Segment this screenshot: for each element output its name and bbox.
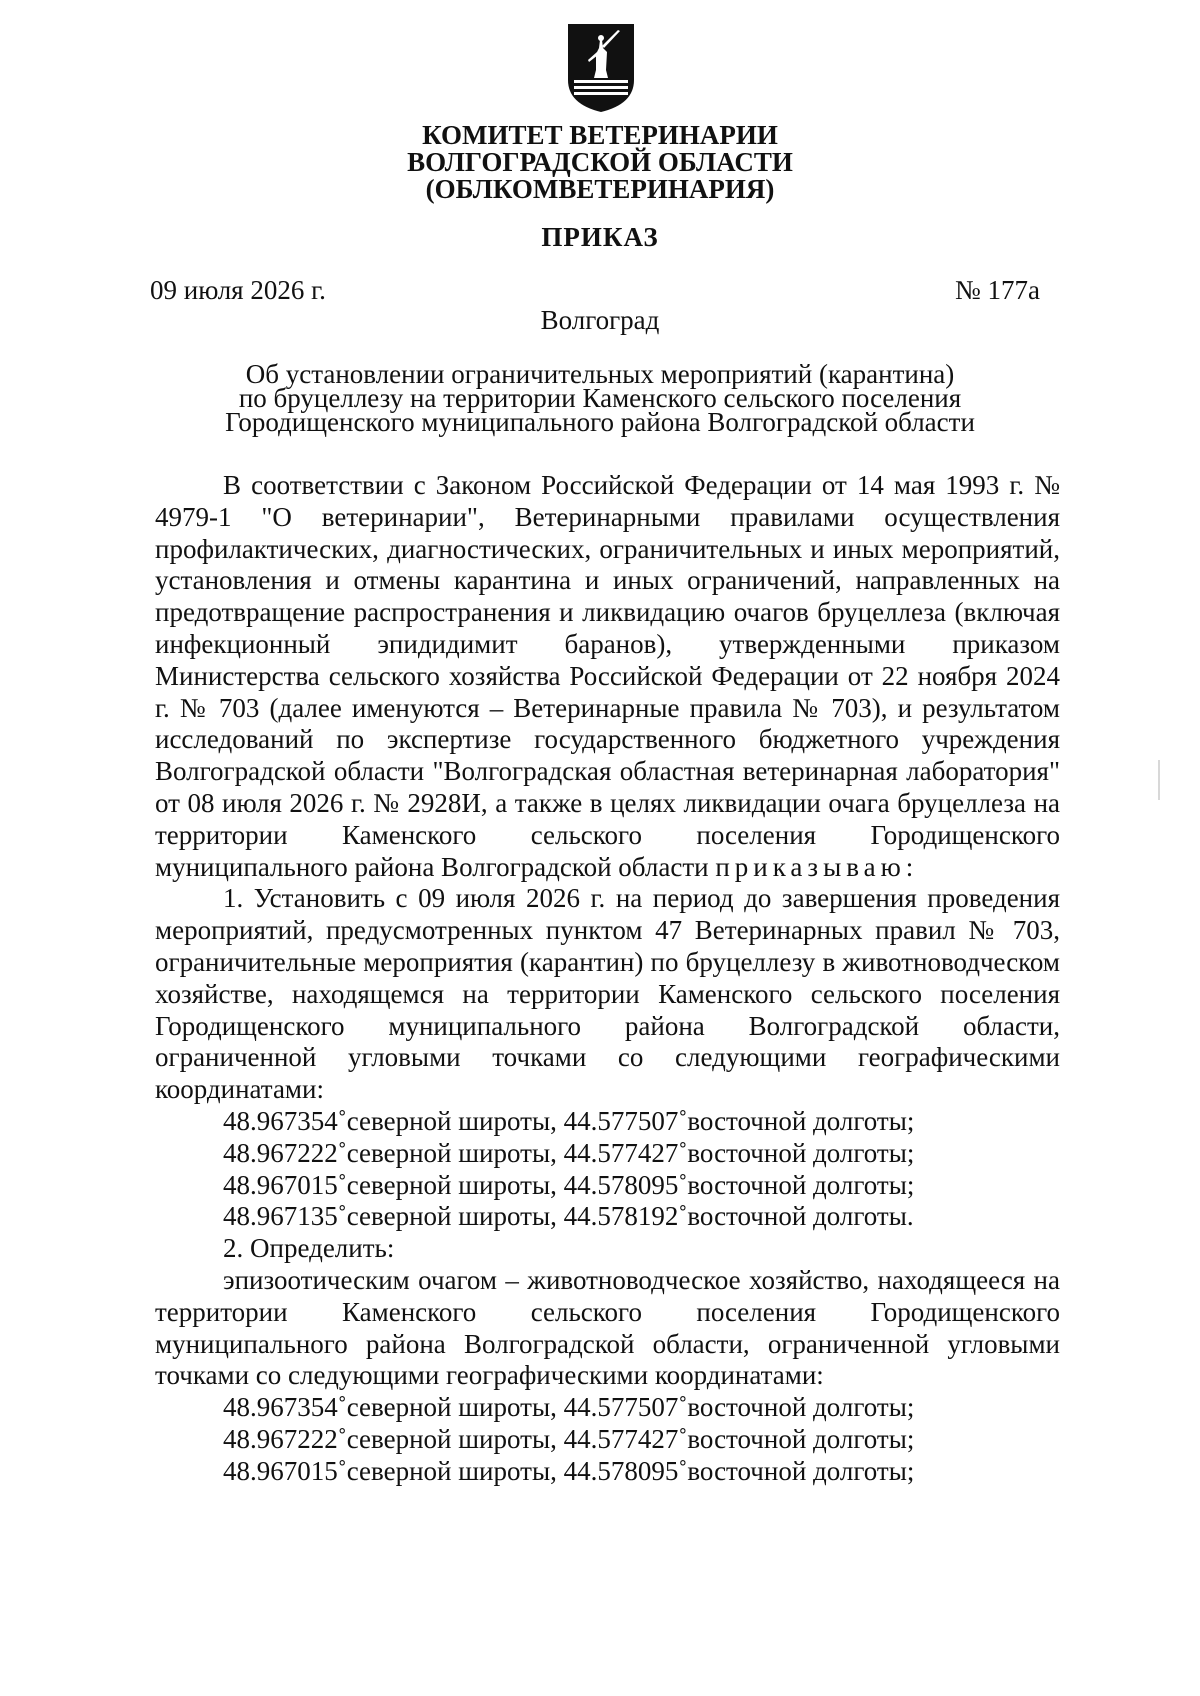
item-2-paragraph: эпизоотическим очагом – животноводческое хозяйство, находящееся на территории Каменского сельского поселения Городищенского муниципального района Волгоградской области, ограниченной угловыми точками со следующими географическими координатами: [155,1264,1060,1391]
coordinate-line: 48.967135˚северной широты, 44.578192˚восточной долготы. [223,1201,914,1232]
coordinate-line: 48.967354˚северной широты, 44.577507˚восточной долготы; [223,1392,915,1423]
issuing-authority [0,122,1200,203]
volgograd-coat-of-arms-icon [566,22,636,114]
preamble-text: В соответствии с Законом Российской Федерации от 14 мая 1993 г. № 4979-1 "О ветеринарии", Ветеринарными правилами осуществления профилактических, диагностических, ограничительных и иных мероприятий, установления и отмены карантина и иных ограничений, направленных на предотвращение распространения и ликвидацию очагов бруцеллеза (включая инфекционный эпидидимит баранов), утвержденными приказом Министерства сельского хозяйства Российской Федерации от 22 ноября 2024 г. № 703 (далее именуются – Ветеринарные правила № 703), и результатом исследований по экспертизе государственного бюджетного учреждения Волгоградской области "Волгоградская областная ветеринарная лаборатория" от 08 июля 2026 г. № 2928И, а также в целях ликвидации очага бруцеллеза на территории Каменского сельского поселения Городищенского муниципального района Волгоградской области [155,470,1060,882]
preamble-paragraph [155,470,1060,883]
order-number: № 177а [955,275,1040,305]
coordinate-line: 48.967222˚северной широты, 44.577427˚восточной долготы; [223,1137,915,1168]
subject-line2: по бруцеллезу на территории Каменского сельского поселения [238,383,962,413]
order-word: приказываю: [715,851,919,882]
order-date: 09 июля 2026 г. [150,275,326,305]
org-name-line3: (ОБЛКОМВЕТЕРИНАРИЯ) [425,174,775,204]
subject-line3: Городищенского муниципального района Волгоградской области [225,407,975,437]
coordinate-line: 48.967222˚северной широты, 44.577427˚восточной долготы; [223,1423,915,1454]
coordinate-line: 48.967354˚северной широты, 44.577507˚восточной долготы; [223,1105,915,1136]
org-name-line1: КОМИТЕТ ВЕТЕРИНАРИИ [422,120,778,150]
item-1-paragraph: 1. Установить с 09 июля 2026 г. на период до завершения проведения мероприятий, предусмотренных пунктом 47 Ветеринарных правил № 703, ограничительные мероприятия (карантин) по бруцеллезу в животноводческом хозяйстве, находящемся на территории Каменского сельского поселения Городищенского муниципального района Волгоградской области, ограниченной угловыми точками со следующими географическими координатами: [155,883,1060,1105]
order-city: Волгоград [540,305,660,335]
item-2-heading: 2. Определить: [223,1233,395,1264]
coordinate-line: 48.967015˚северной широты, 44.578095˚восточной долготы; [223,1455,915,1486]
document-type: ПРИКАЗ [541,222,659,252]
subject-line1: Об установлении ограничительных мероприятий (карантина) [245,359,955,389]
org-name-line2: ВОЛГОГРАДСКОЙ ОБЛАСТИ [407,147,793,177]
order-body [155,470,1060,1488]
order-subject [0,359,1200,437]
coordinate-line: 48.967015˚северной широты, 44.578095˚восточной долготы; [223,1169,915,1200]
scan-artifact [1158,760,1160,800]
